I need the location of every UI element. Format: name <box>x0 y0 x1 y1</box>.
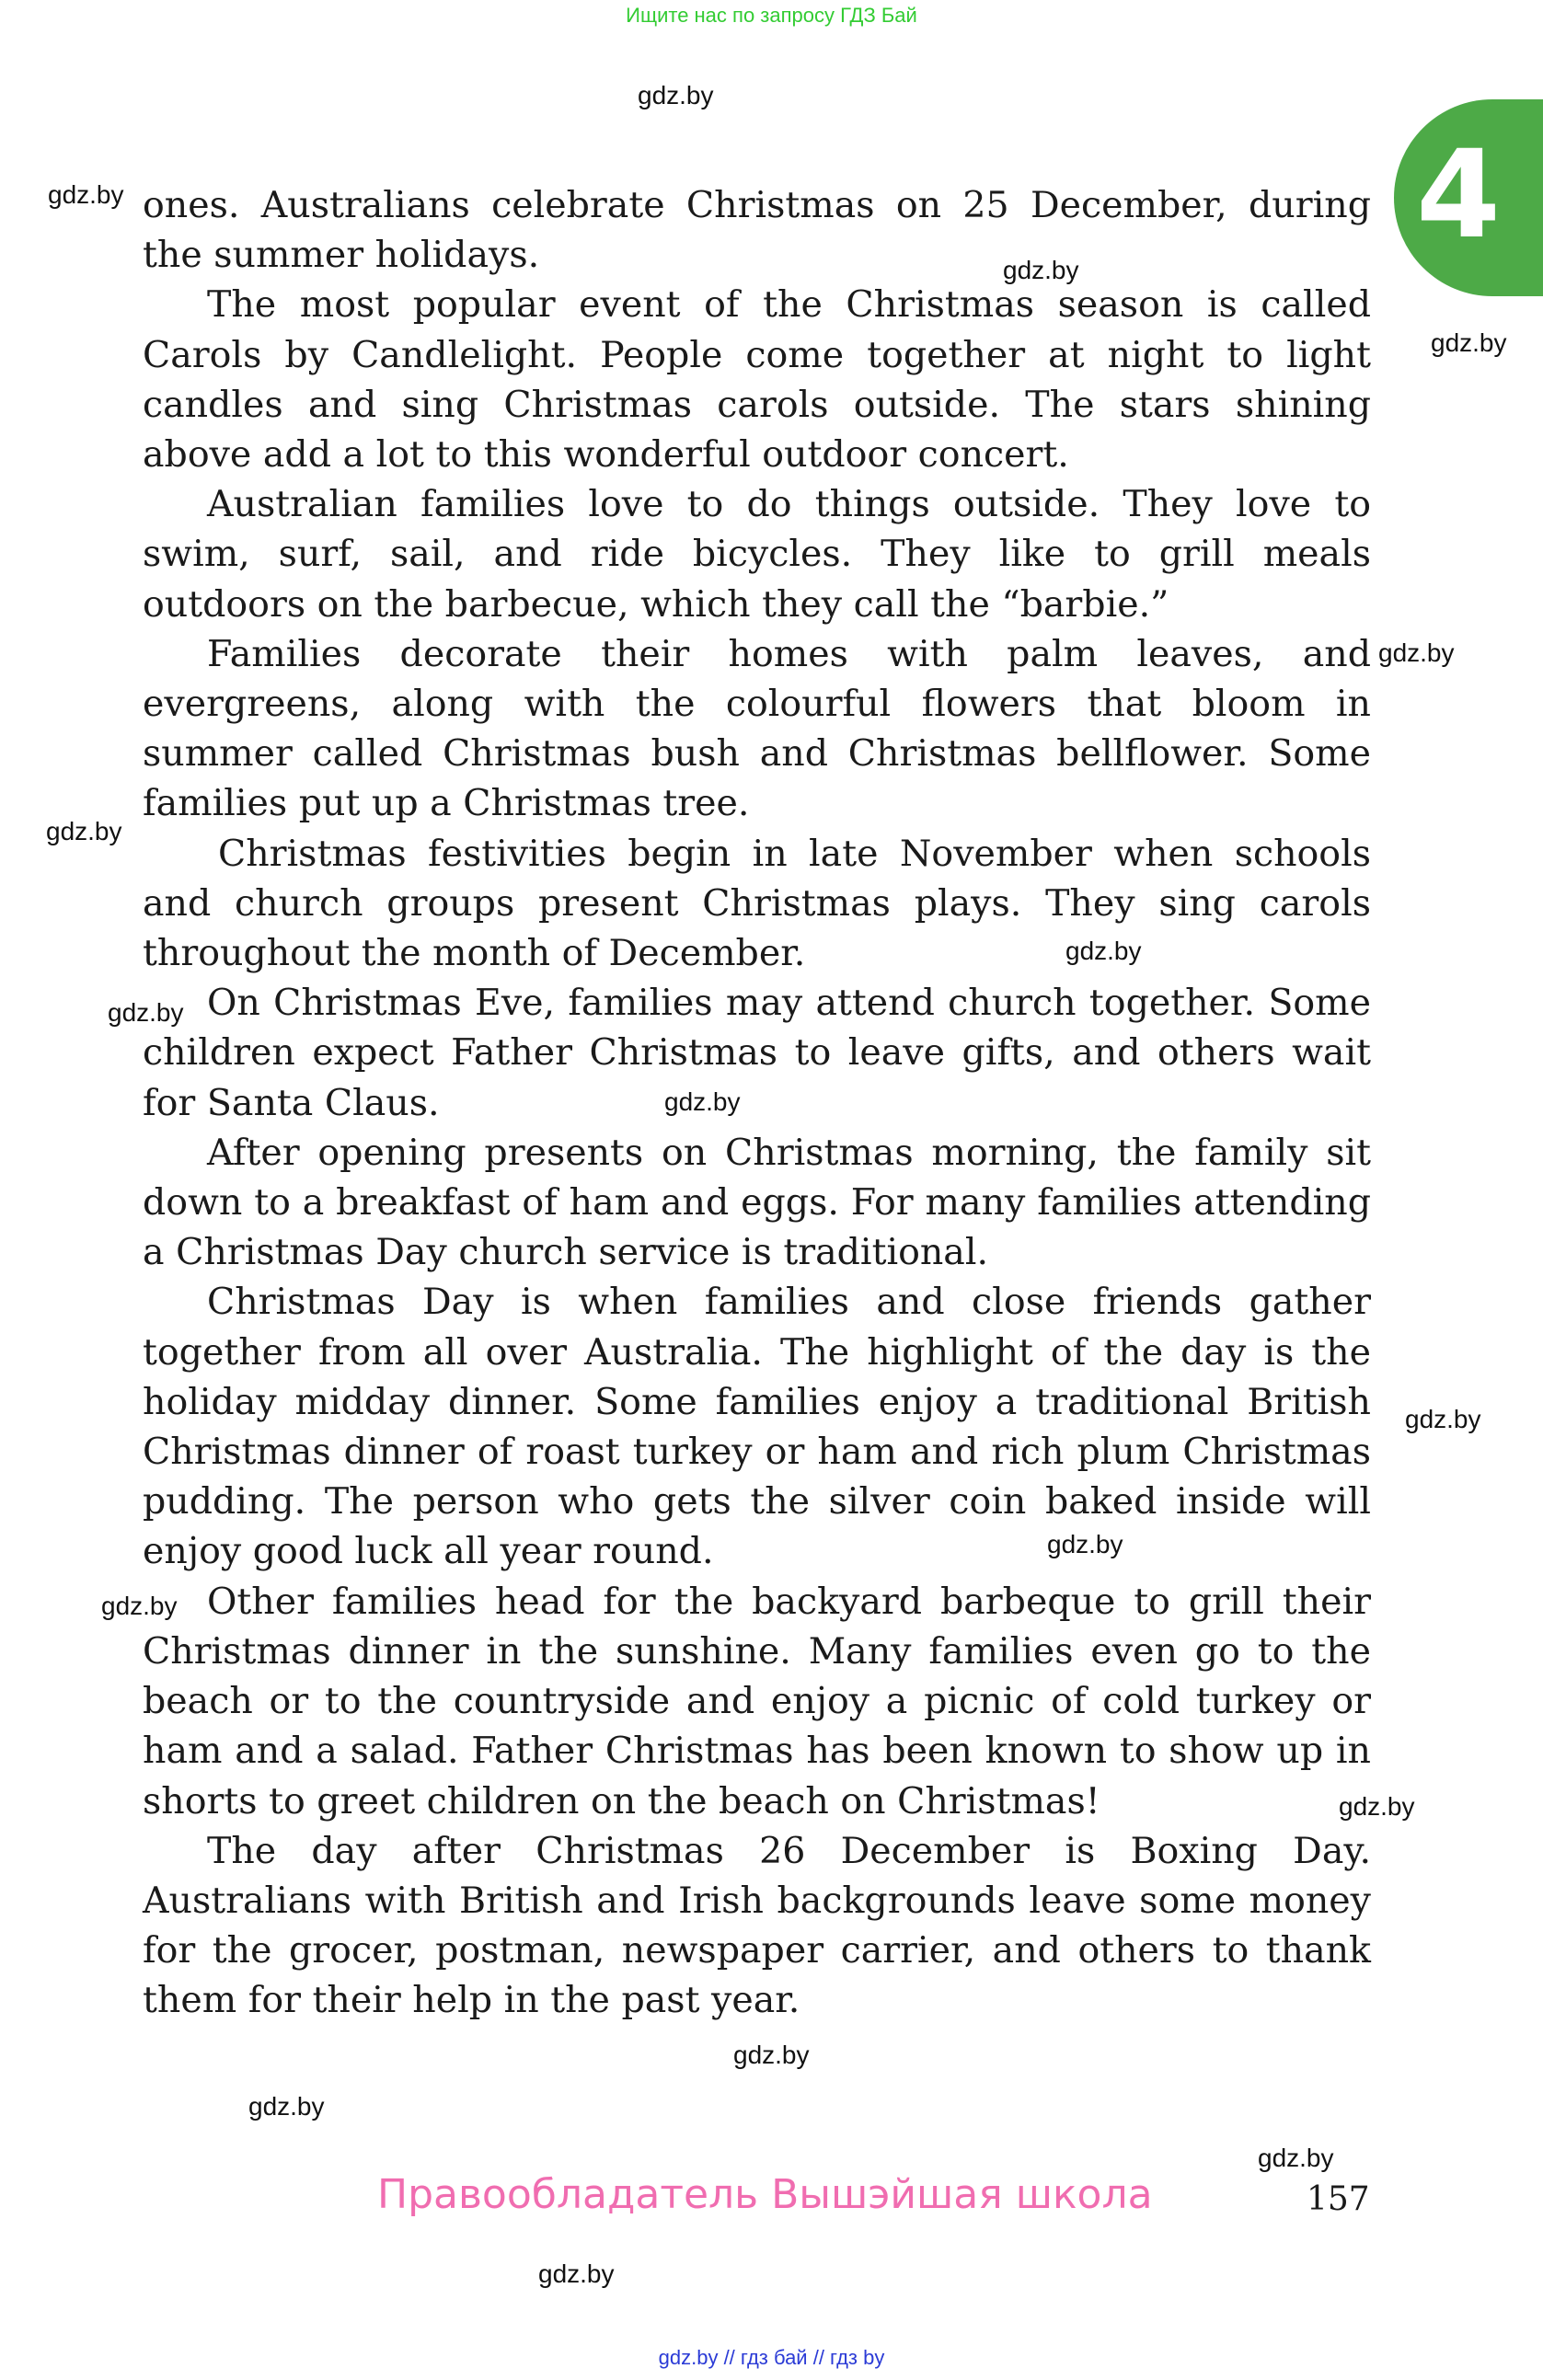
paragraph: Christmas festivities begin in late November when schools and church groups present Christmas plays. They sing carols throughout the month of December. <box>143 832 1371 975</box>
paragraph: ones. Australians celebrate Christmas on 25 December, during the summer holidays. <box>143 184 1371 277</box>
watermark: gdz.by <box>46 817 122 845</box>
watermark: gdz.by <box>664 1087 741 1116</box>
paragraph: Australian families love to do things outside. They love to swim, surf, sail, and ride bicycles. They like to grill meals outdoors on the barbecue, which they call the “barbie.” <box>143 483 1371 626</box>
watermark: gdz.by <box>1339 1792 1415 1821</box>
watermark: gdz.by <box>1065 937 1142 965</box>
watermark: gdz.by <box>638 81 714 109</box>
chapter-number: 4 <box>1416 124 1501 266</box>
article-body <box>143 180 1371 2026</box>
paragraph: Families decorate their homes with palm leaves, and evergreens, along with the colourful flowers that bloom in summer called Christmas bush and Christmas bellflower. Some families put up a Christmas tree. <box>143 632 1371 825</box>
watermark: gdz.by <box>1431 328 1507 357</box>
watermark: gdz.by <box>1405 1405 1481 1433</box>
paragraph: Other families head for the backyard barbeque to grill their Christmas dinner in the sunshine. Many families even go to the beach or to the countryside and enjoy a picnic of cold turkey or ham and a salad. Father Christmas has been known to show up in shorts to greet children on the beach on Christmas! <box>143 1580 1371 1822</box>
paragraph: Christmas Day is when families and close friends gather together from all over Australia. The highlight of the day is the holiday midday dinner. Some families enjoy a traditional British Christmas dinner of roast turkey or ham and rich plum Christmas pudding. The person who gets the silver coin baked inside will enjoy good luck all year round. <box>143 1281 1371 1573</box>
watermark: gdz.by <box>538 2259 615 2288</box>
page-number: 157 <box>1307 2180 1370 2218</box>
watermark: gdz.by <box>101 1592 178 1620</box>
watermark: gdz.by <box>1003 256 1079 284</box>
paragraph: The day after Christmas 26 December is Boxing Day. Australians with British and Irish backgrounds leave some money for the grocer, postman, newspaper carrier, and others to thank them for their help in the past year. <box>143 1829 1371 2022</box>
paragraph: On Christmas Eve, families may attend church together. Some children expect Father Christmas to leave gifts, and others wait for Santa Claus. <box>143 982 1371 1124</box>
footer-links[interactable]: gdz.by // гдз бай // гдз by <box>658 2346 885 2369</box>
watermark: gdz.by <box>733 2041 810 2069</box>
top-banner: Ищите нас по запросу ГДЗ Бай <box>626 4 917 27</box>
copyright-notice: Правообладатель Вышэйшая школа <box>377 2171 1153 2218</box>
watermark: gdz.by <box>48 180 124 209</box>
paragraph: The most popular event of the Christmas season is called Carols by Candlelight. People come together at night to light candles and sing Christmas carols outside. The stars shining above add a lot to this wonderful outdoor concert. <box>143 283 1371 477</box>
watermark: gdz.by <box>108 998 184 1027</box>
watermark: gdz.by <box>1047 1530 1123 1558</box>
paragraph: After opening presents on Christmas morning, the family sit down to a breakfast of ham and eggs. For many families attending a Christmas Day church service is traditional. <box>143 1131 1371 1274</box>
watermark: gdz.by <box>1378 638 1455 667</box>
watermark: gdz.by <box>248 2092 325 2121</box>
watermark: gdz.by <box>1258 2144 1334 2172</box>
